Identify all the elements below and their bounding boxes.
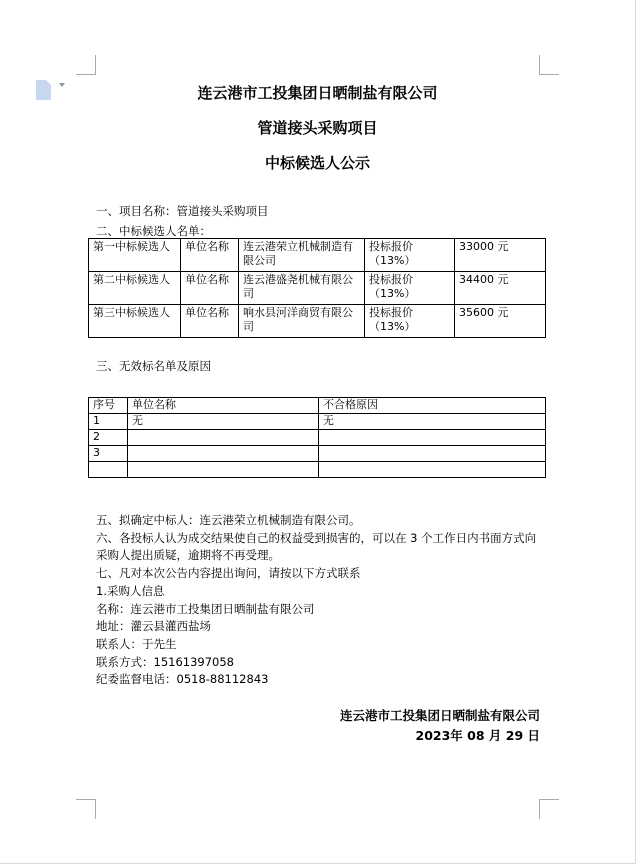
col-header-seq: 序号 bbox=[89, 398, 128, 414]
cell-reason: 无 bbox=[319, 414, 546, 430]
contact-heading: 1.采购人信息 bbox=[96, 583, 165, 598]
table-row bbox=[89, 446, 546, 462]
col-header-reason: 不合格原因 bbox=[319, 398, 546, 414]
candidate-company: 连云港荣立机械制造有限公司 bbox=[239, 239, 365, 272]
chevron-down-icon[interactable] bbox=[58, 87, 65, 106]
crop-mark-top-left-icon bbox=[76, 55, 96, 75]
contact-name: 名称：连云港市工投集团日晒制盐有限公司 bbox=[96, 601, 315, 616]
crop-mark-top-right-icon bbox=[539, 55, 559, 75]
candidate-rank: 第一中标候选人 bbox=[89, 239, 181, 272]
col-header-unit-name: 单位名称 bbox=[128, 398, 319, 414]
candidate-rank: 第三中标候选人 bbox=[89, 305, 181, 338]
invalid-bids-table bbox=[88, 397, 546, 478]
candidate-rank: 第二中标候选人 bbox=[89, 272, 181, 305]
paste-options-button[interactable] bbox=[34, 79, 70, 103]
candidate-price: 35600 元 bbox=[455, 305, 546, 338]
cell-reason bbox=[319, 430, 546, 446]
candidate-name-label: 单位名称 bbox=[181, 272, 239, 305]
table-row bbox=[89, 272, 546, 305]
table-row bbox=[89, 305, 546, 338]
candidate-company: 响水县河洋商贸有限公司 bbox=[239, 305, 365, 338]
cell-unit-name bbox=[128, 462, 319, 478]
section-winner-label: 五、拟确定中标人： bbox=[96, 513, 200, 527]
section-winner-line bbox=[96, 512, 542, 530]
table-row bbox=[89, 430, 546, 446]
table-row bbox=[89, 239, 546, 272]
table-row bbox=[89, 414, 546, 430]
candidate-price: 33000 元 bbox=[455, 239, 546, 272]
contact-phone: 联系方式：15161397058 bbox=[96, 654, 234, 669]
candidates-table bbox=[88, 238, 546, 338]
cell-unit-name bbox=[128, 446, 319, 462]
signature-block bbox=[96, 706, 540, 746]
cell-unit-name: 无 bbox=[128, 414, 319, 430]
contact-supervise-phone: 纪委监督电话：0518-88112843 bbox=[96, 672, 269, 687]
candidate-price-label: 投标报价（13%） bbox=[365, 239, 455, 272]
table-header-row bbox=[89, 398, 546, 414]
candidate-price-label: 投标报价（13%） bbox=[365, 272, 455, 305]
paste-options-icon bbox=[36, 80, 51, 100]
cell-seq: 1 bbox=[89, 414, 128, 430]
cell-reason bbox=[319, 462, 546, 478]
contact-address: 地址：灌云县灌西盐场 bbox=[96, 619, 211, 634]
cell-seq bbox=[89, 462, 128, 478]
document-title-block bbox=[96, 76, 539, 181]
table-row bbox=[89, 462, 546, 478]
section-inquiry: 七、凡对本次公告内容提出询问，请按以下方式联系 bbox=[96, 566, 361, 581]
candidate-name-label: 单位名称 bbox=[181, 305, 239, 338]
lower-paragraphs bbox=[96, 512, 542, 689]
cell-seq: 3 bbox=[89, 446, 128, 462]
crop-mark-bottom-left-icon bbox=[76, 799, 96, 819]
crop-mark-bottom-right-icon bbox=[539, 799, 559, 819]
cell-unit-name bbox=[128, 430, 319, 446]
candidate-price: 34400 元 bbox=[455, 272, 546, 305]
title-company: 连云港市工投集团日晒制盐有限公司 bbox=[197, 84, 438, 102]
section-invalid-bids-heading: 三、无效标名单及原因 bbox=[96, 359, 211, 373]
title-project: 管道接头采购项目 bbox=[257, 119, 378, 137]
candidate-name-label: 单位名称 bbox=[181, 239, 239, 272]
title-notice: 中标候选人公示 bbox=[264, 154, 370, 172]
cell-seq: 2 bbox=[89, 430, 128, 446]
cell-reason bbox=[319, 446, 546, 462]
section-candidates-heading: 二、中标候选人名单： bbox=[96, 224, 211, 238]
candidate-price-label: 投标报价（13%） bbox=[365, 305, 455, 338]
signature-date: 2023年 08 月 29 日 bbox=[415, 728, 540, 743]
signature-company: 连云港市工投集团日晒制盐有限公司 bbox=[339, 708, 540, 723]
section-winner-company: 连云港荣立机械制造有限公司。 bbox=[199, 513, 361, 527]
section-project-name: 一、项目名称：管道接头采购项目 bbox=[96, 204, 269, 218]
section-objection: 六、各投标人认为成交结果使自己的权益受到损害的，可以在 3 个工作日内书面方式向采购人提出质疑，逾期将不再受理。 bbox=[96, 530, 537, 563]
candidate-company: 连云港盛尧机械有限公司 bbox=[239, 272, 365, 305]
contact-person: 联系人：于先生 bbox=[96, 636, 177, 651]
